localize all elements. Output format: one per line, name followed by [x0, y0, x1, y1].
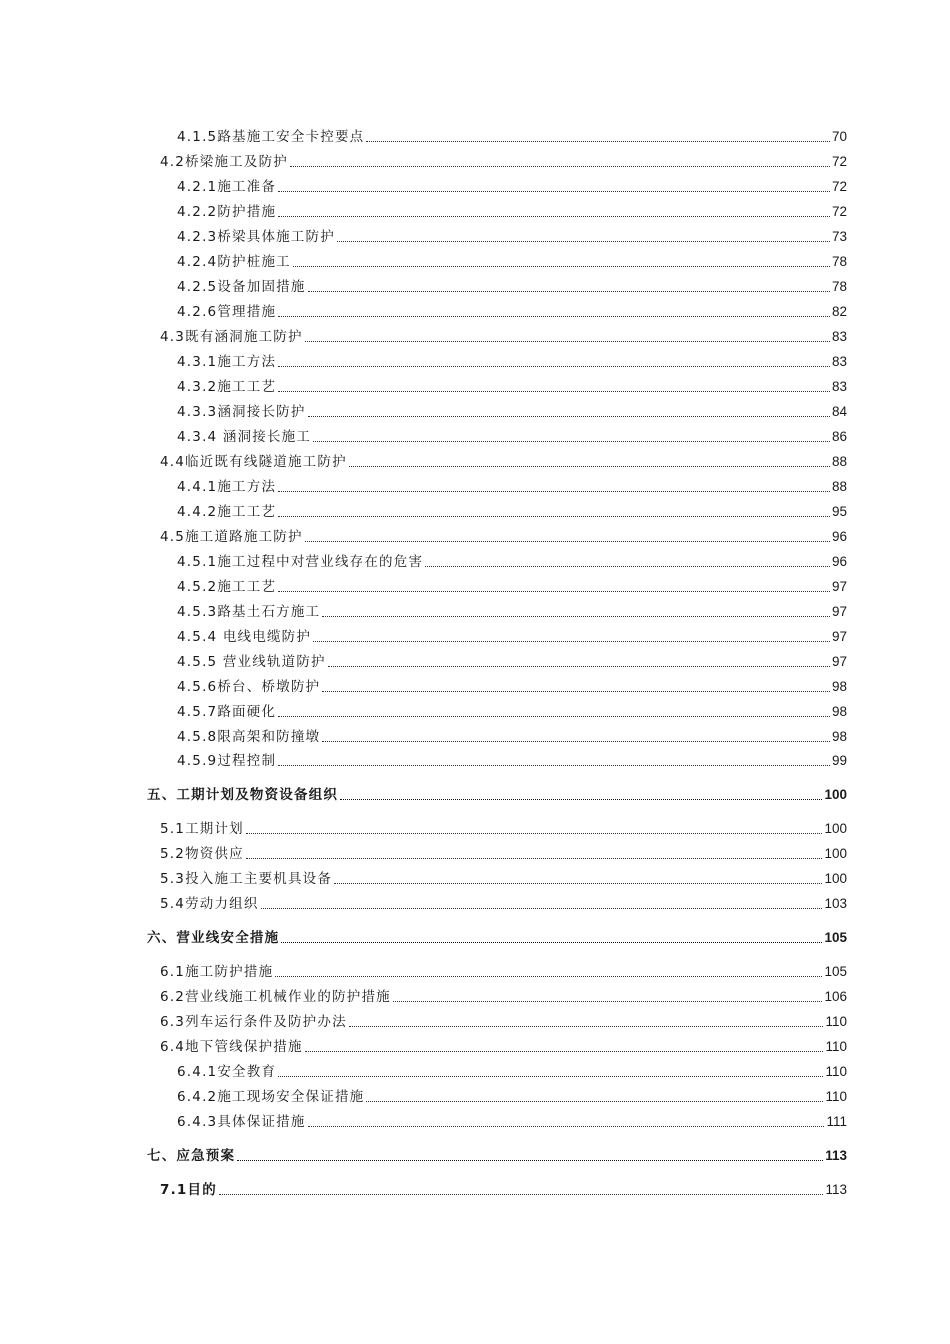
dot-leader — [313, 640, 830, 642]
dot-leader — [290, 165, 830, 167]
toc-entry-page: 100 — [824, 871, 847, 886]
toc-entry-page: 98 — [831, 704, 847, 719]
dot-leader — [278, 515, 830, 517]
dot-leader — [219, 1193, 824, 1195]
toc-entry-page: 113 — [825, 1148, 847, 1163]
dot-leader — [278, 1075, 823, 1077]
toc-entry-title: 4.5.7路面硬化 — [177, 704, 277, 720]
dot-leader — [322, 615, 830, 617]
toc-entry-title: 6.4.3具体保证措施 — [177, 1114, 306, 1130]
toc-entry-title: 4.3既有涵洞施工防护 — [160, 329, 303, 345]
toc-entry-page: 86 — [831, 429, 847, 444]
toc-entry-title: 4.2.3桥梁具体施工防护 — [177, 229, 335, 245]
toc-entry-page: 97 — [831, 604, 847, 619]
dot-leader — [308, 290, 830, 292]
toc-entry-title: 七、应急预案 — [147, 1148, 236, 1164]
toc-entry[interactable] — [177, 303, 847, 321]
dot-leader — [308, 415, 830, 417]
toc-entry-title: 6.4地下管线保护措施 — [160, 1039, 303, 1055]
toc-entry-title: 5.4劳动力组织 — [160, 896, 259, 912]
dot-leader — [278, 215, 830, 217]
toc-entry[interactable] — [160, 1013, 847, 1031]
toc-entry[interactable] — [177, 1113, 847, 1131]
toc-entry-page: 78 — [831, 254, 847, 269]
toc-entry-title: 5.2物资供应 — [160, 846, 244, 862]
toc-entry-title: 6.4.2施工现场安全保证措施 — [177, 1089, 365, 1105]
toc-entry[interactable] — [177, 178, 847, 196]
toc-entry[interactable] — [160, 153, 847, 171]
toc-entry-page: 83 — [831, 329, 847, 344]
toc-entry-page: 111 — [826, 1114, 847, 1129]
toc-entry-page: 106 — [824, 989, 847, 1004]
dot-leader — [425, 565, 830, 567]
toc-entry-title: 6.1施工防护措施 — [160, 964, 274, 980]
toc-entry[interactable] — [160, 820, 847, 838]
dot-leader — [237, 1159, 823, 1161]
toc-entry[interactable] — [160, 845, 847, 863]
toc-entry-title: 7.1目的 — [160, 1182, 217, 1198]
toc-entry-page: 88 — [831, 479, 847, 494]
toc-entry-page: 96 — [831, 554, 847, 569]
toc-entry-page: 110 — [825, 1014, 847, 1029]
dot-leader — [305, 1050, 824, 1052]
toc-entry[interactable] — [177, 478, 847, 496]
toc-entry[interactable] — [177, 403, 847, 421]
toc-entry-page: 103 — [824, 896, 847, 911]
toc-entry-page: 73 — [831, 229, 847, 244]
toc-entry[interactable] — [160, 988, 847, 1006]
dot-leader — [349, 1025, 824, 1027]
toc-entry-title: 6.3列车运行条件及防护办法 — [160, 1014, 347, 1030]
toc-entry[interactable] — [177, 228, 847, 246]
toc-entry-title: 4.4临近既有线隧道施工防护 — [160, 454, 347, 470]
toc-entry-page: 100 — [824, 821, 847, 836]
toc-entry-title: 5.1工期计划 — [160, 821, 244, 837]
toc-entry-title: 4.5.1施工过程中对营业线存在的危害 — [177, 554, 424, 570]
toc-entry[interactable] — [177, 378, 847, 396]
dot-leader — [322, 690, 830, 692]
toc-entry-page: 96 — [831, 529, 847, 544]
toc-entry[interactable] — [177, 752, 847, 770]
toc-entry-title: 4.3.1施工方法 — [177, 354, 277, 370]
dot-leader — [313, 440, 830, 442]
toc-entry-page: 70 — [831, 129, 847, 144]
toc-entry-title: 4.3.2施工工艺 — [177, 379, 277, 395]
dot-leader — [278, 764, 830, 766]
toc-entry-page: 110 — [825, 1089, 847, 1104]
dot-leader — [281, 941, 822, 943]
dot-leader — [278, 190, 830, 192]
toc-chapter-entry[interactable] — [147, 786, 847, 804]
toc-entry[interactable] — [177, 603, 847, 621]
toc-entry[interactable] — [177, 728, 847, 746]
toc-entry-title: 4.4.2施工工艺 — [177, 504, 277, 520]
dot-leader — [278, 490, 830, 492]
dot-leader — [293, 265, 830, 267]
toc-entry-page: 98 — [831, 679, 847, 694]
toc-entry[interactable] — [160, 528, 847, 546]
toc-entry[interactable] — [160, 328, 847, 346]
toc-entry-title: 6.4.1安全教育 — [177, 1064, 277, 1080]
toc-entry-title: 4.1.5路基施工安全卡控要点 — [177, 129, 365, 145]
toc-entry-title: 4.5.5 营业线轨道防护 — [177, 654, 326, 670]
toc-entry-page: 72 — [831, 179, 847, 194]
toc-entry[interactable] — [160, 1038, 847, 1056]
toc-entry-title: 4.5.9过程控制 — [177, 753, 277, 769]
toc-entry[interactable] — [177, 1088, 847, 1106]
toc-entry-page: 113 — [825, 1182, 847, 1197]
toc-entry-title: 4.5.8限高架和防撞墩 — [177, 729, 321, 745]
dot-leader — [366, 1100, 823, 1102]
dot-leader — [275, 975, 822, 977]
dot-leader — [305, 540, 830, 542]
dot-leader — [261, 907, 823, 909]
dot-leader — [278, 590, 830, 592]
dot-leader — [322, 740, 830, 742]
toc-entry[interactable] — [160, 963, 847, 981]
toc-entry[interactable] — [177, 703, 847, 721]
toc-entry[interactable] — [160, 870, 847, 888]
toc-entry-title: 4.2桥梁施工及防护 — [160, 154, 288, 170]
toc-entry[interactable] — [177, 278, 847, 296]
toc-entry-title: 6.2营业线施工机械作业的防护措施 — [160, 989, 391, 1005]
dot-leader — [278, 390, 830, 392]
toc-entry-title: 5.3投入施工主要机具设备 — [160, 871, 333, 887]
toc-chapter-entry[interactable] — [147, 1147, 847, 1165]
toc-entry-page: 97 — [831, 629, 847, 644]
toc-entry-page: 88 — [831, 454, 847, 469]
dot-leader — [334, 882, 822, 884]
toc-entry-page: 72 — [831, 154, 847, 169]
toc-chapter-entry[interactable] — [147, 929, 847, 947]
toc-entry-page: 95 — [831, 504, 847, 519]
toc-entry[interactable] — [177, 553, 847, 571]
toc-entry[interactable] — [177, 653, 847, 671]
toc-entry-title: 4.2.1施工准备 — [177, 179, 277, 195]
dot-leader — [305, 340, 830, 342]
toc-entry-page: 82 — [831, 304, 847, 319]
toc-entry-title: 4.2.4防护桩施工 — [177, 254, 291, 270]
toc-entry-title: 4.2.6管理措施 — [177, 304, 277, 320]
dot-leader — [308, 1125, 825, 1127]
toc-entry[interactable] — [160, 1181, 847, 1199]
toc-entry-title: 4.2.5设备加固措施 — [177, 279, 306, 295]
toc-entry[interactable] — [177, 203, 847, 221]
dot-leader — [328, 665, 830, 667]
toc-entry-title: 4.5.3路基土石方施工 — [177, 604, 321, 620]
toc-entry[interactable] — [177, 1063, 847, 1081]
toc-entry[interactable] — [177, 578, 847, 596]
toc-entry-title: 4.5施工道路施工防护 — [160, 529, 303, 545]
toc-entry[interactable] — [177, 253, 847, 271]
toc-entry[interactable] — [160, 895, 847, 913]
toc-entry-page: 100 — [824, 846, 847, 861]
toc-entry[interactable] — [177, 428, 847, 446]
dot-leader — [246, 832, 823, 834]
toc-entry-page: 100 — [824, 787, 847, 802]
toc-entry-page: 97 — [831, 654, 847, 669]
dot-leader — [349, 465, 830, 467]
toc-entry-page: 97 — [831, 579, 847, 594]
toc-entry-title: 4.3.4 涵洞接长施工 — [177, 429, 312, 445]
toc-entry[interactable] — [177, 128, 847, 146]
dot-leader — [278, 715, 830, 717]
toc-entry-page: 98 — [831, 729, 847, 744]
toc-entry-title: 4.5.2施工工艺 — [177, 579, 277, 595]
toc-entry[interactable] — [177, 353, 847, 371]
toc-entry-title: 五、工期计划及物资设备组织 — [147, 787, 339, 803]
dot-leader — [337, 240, 830, 242]
toc-entry-page: 83 — [831, 354, 847, 369]
toc-entry-page: 84 — [831, 404, 847, 419]
toc-entry-page: 83 — [831, 379, 847, 394]
toc-entry[interactable] — [160, 453, 847, 471]
toc-entry[interactable] — [177, 678, 847, 696]
toc-entry-page: 110 — [825, 1064, 847, 1079]
dot-leader — [393, 1000, 823, 1002]
toc-entry-page: 110 — [825, 1039, 847, 1054]
toc-entry-title: 4.3.3涵洞接长防护 — [177, 404, 306, 420]
toc-entry[interactable] — [177, 503, 847, 521]
toc-entry-page: 99 — [831, 753, 847, 768]
toc-entry-title: 4.5.4 电线电缆防护 — [177, 629, 312, 645]
dot-leader — [278, 365, 830, 367]
dot-leader — [340, 798, 822, 800]
dot-leader — [278, 315, 830, 317]
toc-entry[interactable] — [177, 628, 847, 646]
toc-entry-page: 72 — [831, 204, 847, 219]
toc-entry-title: 4.2.2防护措施 — [177, 204, 277, 220]
dot-leader — [246, 857, 823, 859]
dot-leader — [366, 140, 830, 142]
toc-entry-title: 六、营业线安全措施 — [147, 930, 280, 946]
toc-entry-title: 4.4.1施工方法 — [177, 479, 277, 495]
toc-entry-page: 105 — [824, 930, 847, 945]
toc-entry-page: 78 — [831, 279, 847, 294]
toc-entry-title: 4.5.6桥台、桥墩防护 — [177, 679, 321, 695]
toc-entry-page: 105 — [824, 964, 847, 979]
